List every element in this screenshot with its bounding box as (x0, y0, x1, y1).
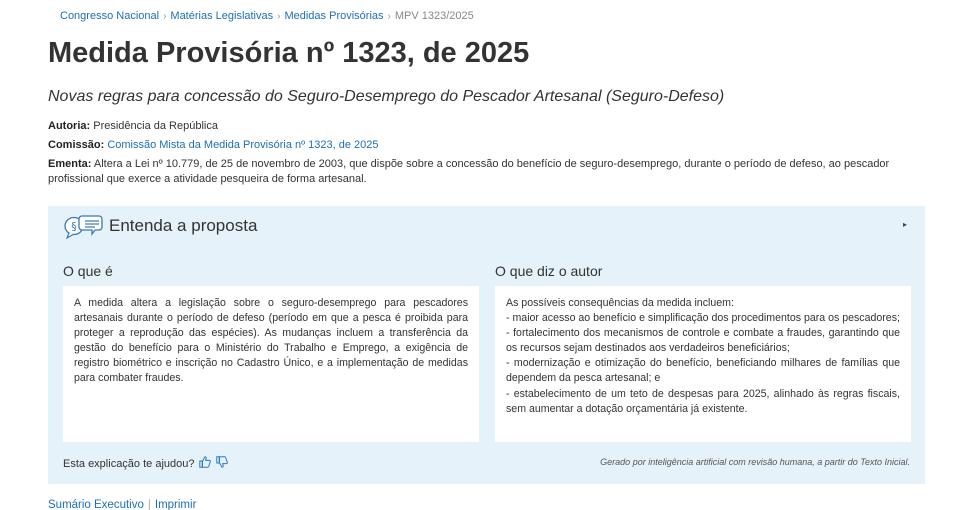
autor-line: As possíveis consequências da medida incluem: (506, 297, 734, 309)
autoria-label: Autoria: (48, 120, 91, 132)
thumbs-down-icon[interactable] (216, 456, 228, 471)
ementa-label: Ementa: (48, 158, 92, 170)
ementa-value: Altera a Lei nº 10.779, de 25 de novembro de 2003, que dispõe sobre a concessão do benefício de seguro-desemprego, durante o período de defeso, ao pescador profissional que exerce a atividade pesqueira de forma artesanal. (48, 158, 890, 185)
feedback-question: Esta explicação te ajudou? (63, 457, 195, 470)
footer-links (48, 499, 196, 510)
imprimir-link[interactable]: Imprimir (154, 499, 197, 510)
breadcrumb-congresso[interactable]: Congresso Nacional (60, 10, 160, 22)
panel-title: Entenda a proposta (109, 216, 258, 235)
page-subtitle: Novas regras para concessão do Seguro-Desemprego do Pescador Artesanal (Seguro-Defeso) (48, 88, 725, 105)
meta-comissao (48, 138, 379, 153)
generated-note: Gerado por inteligência artificial com revisão humana, a partir do Texto Inicial. (600, 457, 910, 467)
meta-autoria (48, 119, 218, 134)
breadcrumb-current: MPV 1323/2025 (394, 10, 474, 22)
expand-arrow-icon[interactable]: ▸ (902, 220, 907, 229)
autoria-value: Presidência da República (93, 120, 218, 132)
o-que-e-title: O que é (63, 263, 113, 279)
autor-line: - modernização e otimização do benefício, beneficiando milhares de famílias que dependem da pesca artesanal; e (506, 357, 900, 385)
thumbs-up-icon[interactable] (199, 456, 211, 471)
breadcrumb (60, 10, 474, 22)
breadcrumb-separator: › (163, 11, 167, 22)
comissao-link[interactable]: Comissão Mista da Medida Provisória nº 1323, de 2025 (107, 139, 379, 151)
sumario-executivo-link[interactable]: Sumário Executivo (48, 499, 144, 510)
meta-ementa (48, 157, 918, 187)
breadcrumb-medidas[interactable]: Medidas Provisórias (284, 10, 384, 22)
autor-line: - maior acesso ao benefício e simplificação dos procedimentos para os pescadores; (506, 312, 900, 325)
autor-line: - fortalecimento dos mecanismos de controle e combate a fraudes, garantindo que os recursos sejam destinados aos verdadeiros beneficiários; (506, 327, 900, 355)
panel-header-toggle[interactable] (48, 206, 925, 246)
breadcrumb-separator: › (277, 11, 281, 22)
comissao-label: Comissão: (48, 139, 105, 151)
feedback (63, 456, 228, 471)
speech-bubbles-icon (63, 213, 103, 244)
breadcrumb-materias[interactable]: Matérias Legislativas (170, 10, 274, 22)
svg-text:§: § (71, 220, 77, 233)
o-que-diz-autor-title: O que diz o autor (495, 263, 603, 279)
entenda-proposta-panel (48, 206, 925, 484)
o-que-e-text: A medida altera a legislação sobre o seguro-desemprego para pescadores artesanais durante o período de defeso (período em que a pesca é proibida para proteger a reprodução das espécies). As mudanças incluem a transferência da gestão do benefício para o Ministério do Trabalho e Emprego, a exigência de registro biométrico e inscrição no Cadastro Único, e a implementação de medidas para combater fraudes. (63, 286, 479, 442)
autor-line: - estabelecimento de um teto de despesas para 2025, alinhado às regras fiscais, sem aumentar a dotação orçamentária já existente. (506, 387, 900, 415)
page-title: Medida Provisória nº 1323, de 2025 (48, 37, 530, 69)
o-que-diz-autor-text (495, 286, 911, 442)
breadcrumb-separator: › (387, 11, 391, 22)
link-divider: | (147, 499, 151, 510)
